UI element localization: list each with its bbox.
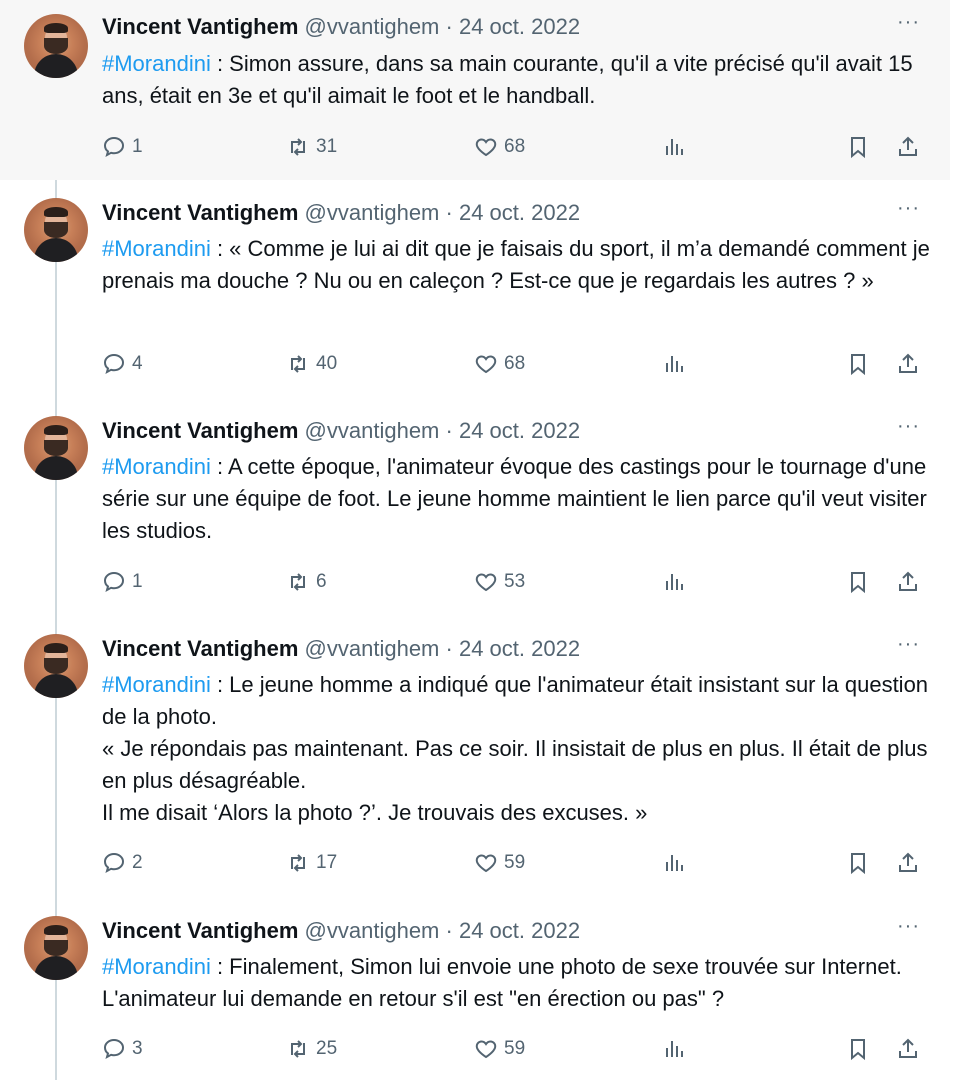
tweet-date[interactable]: 24 oct. 2022 bbox=[458, 418, 581, 443]
retweet-button[interactable] bbox=[286, 347, 337, 381]
like-count: 53 bbox=[504, 571, 526, 592]
retweet-icon bbox=[286, 135, 310, 159]
bookmark-button[interactable] bbox=[846, 347, 870, 381]
heart-icon bbox=[474, 570, 498, 594]
retweet-button[interactable] bbox=[286, 1032, 337, 1066]
like-count: 59 bbox=[504, 852, 526, 873]
bookmark-icon bbox=[846, 352, 870, 376]
share-icon bbox=[896, 352, 920, 376]
tweet-paragraph bbox=[102, 48, 932, 112]
retweet-button[interactable] bbox=[286, 565, 327, 599]
share-button[interactable] bbox=[896, 130, 920, 164]
tweet[interactable] bbox=[0, 906, 950, 1080]
author-name[interactable]: Vincent Vantighem bbox=[102, 918, 299, 943]
tweet-paragraph bbox=[102, 233, 932, 297]
reply-button[interactable] bbox=[102, 1032, 143, 1066]
reply-icon bbox=[102, 352, 126, 376]
like-count: 68 bbox=[504, 136, 526, 157]
share-icon bbox=[896, 851, 920, 875]
retweet-count: 31 bbox=[316, 136, 338, 157]
author-name[interactable]: Vincent Vantighem bbox=[102, 200, 299, 225]
retweet-count: 17 bbox=[316, 852, 338, 873]
tweet-date[interactable]: 24 oct. 2022 bbox=[458, 200, 581, 225]
author-name[interactable]: Vincent Vantighem bbox=[102, 636, 299, 661]
tweet-text bbox=[102, 233, 932, 297]
retweet-count: 25 bbox=[316, 1038, 338, 1059]
reply-icon bbox=[102, 1037, 126, 1061]
retweet-button[interactable] bbox=[286, 130, 337, 164]
separator: · bbox=[445, 636, 453, 661]
author-handle[interactable]: @vvantighem bbox=[304, 418, 440, 443]
author-handle[interactable]: @vvantighem bbox=[304, 14, 440, 39]
author-handle[interactable]: @vvantighem bbox=[304, 200, 440, 225]
tweet-date[interactable]: 24 oct. 2022 bbox=[458, 14, 581, 39]
tweet-actions bbox=[102, 347, 950, 381]
share-icon bbox=[896, 570, 920, 594]
views-button[interactable] bbox=[662, 347, 686, 381]
share-icon bbox=[896, 1037, 920, 1061]
tweet-line: : Finalement, Simon lui envoie une photo de sexe trouvée sur Internet. L'animateur lui demande en retour s'il est "en érection ou pas" ? bbox=[102, 954, 902, 1011]
views-icon bbox=[662, 1037, 686, 1061]
tweet-paragraph bbox=[102, 669, 932, 733]
bookmark-icon bbox=[846, 570, 870, 594]
like-button[interactable] bbox=[474, 130, 525, 164]
tweet-actions bbox=[102, 1032, 950, 1066]
views-button[interactable] bbox=[662, 846, 686, 880]
more-icon[interactable]: ··· bbox=[897, 915, 920, 937]
reply-button[interactable] bbox=[102, 565, 143, 599]
reply-count: 2 bbox=[132, 852, 143, 873]
retweet-icon bbox=[286, 851, 310, 875]
avatar[interactable] bbox=[24, 634, 88, 698]
avatar[interactable] bbox=[24, 14, 88, 78]
separator: · bbox=[445, 200, 453, 225]
hashtag-link[interactable]: #Morandini bbox=[102, 236, 211, 261]
bookmark-icon bbox=[846, 1037, 870, 1061]
tweet-paragraph bbox=[102, 451, 932, 547]
tweet-text bbox=[102, 451, 932, 547]
like-button[interactable] bbox=[474, 1032, 525, 1066]
tweet-actions bbox=[102, 846, 950, 880]
share-button[interactable] bbox=[896, 1032, 920, 1066]
separator: · bbox=[445, 14, 453, 39]
like-count: 59 bbox=[504, 1038, 526, 1059]
heart-icon bbox=[474, 352, 498, 376]
tweet-line: : Le jeune homme a indiqué que l'animateur était insistant sur la question de la photo. bbox=[102, 672, 929, 729]
reply-count: 1 bbox=[132, 571, 143, 592]
bookmark-icon bbox=[846, 851, 870, 875]
tweet-paragraph bbox=[102, 951, 932, 1015]
hashtag-link[interactable]: #Morandini bbox=[102, 954, 211, 979]
tweet-text bbox=[102, 951, 932, 1015]
separator: · bbox=[445, 418, 453, 443]
tweet-actions bbox=[102, 130, 950, 164]
tweet[interactable] bbox=[0, 624, 950, 900]
share-button[interactable] bbox=[896, 347, 920, 381]
tweet-line: : Simon assure, dans sa main courante, qu'il a vite précisé qu'il avait 15 ans, était en 3e et qu'il aimait le foot et le handball. bbox=[102, 51, 913, 108]
tweet-text bbox=[102, 48, 932, 112]
reply-icon bbox=[102, 570, 126, 594]
retweet-icon bbox=[286, 352, 310, 376]
author-name[interactable]: Vincent Vantighem bbox=[102, 418, 299, 443]
share-button[interactable] bbox=[896, 565, 920, 599]
more-icon[interactable]: ··· bbox=[897, 11, 920, 33]
share-button[interactable] bbox=[896, 846, 920, 880]
share-icon bbox=[896, 135, 920, 159]
separator: · bbox=[445, 918, 453, 943]
author-name[interactable]: Vincent Vantighem bbox=[102, 14, 299, 39]
avatar[interactable] bbox=[24, 916, 88, 980]
bookmark-button[interactable] bbox=[846, 565, 870, 599]
retweet-button[interactable] bbox=[286, 846, 337, 880]
views-icon bbox=[662, 135, 686, 159]
views-button[interactable] bbox=[662, 130, 686, 164]
views-icon bbox=[662, 570, 686, 594]
views-button[interactable] bbox=[662, 565, 686, 599]
retweet-count: 40 bbox=[316, 353, 338, 374]
reply-count: 4 bbox=[132, 353, 143, 374]
bookmark-icon bbox=[846, 135, 870, 159]
tweet-text bbox=[102, 669, 932, 829]
reply-count: 3 bbox=[132, 1038, 143, 1059]
retweet-icon bbox=[286, 1037, 310, 1061]
like-button[interactable] bbox=[474, 565, 525, 599]
tweet-line: « Je répondais pas maintenant. Pas ce soir. Il insistait de plus en plus. Il était de plus en plus désagréable. bbox=[102, 736, 928, 793]
tweet-header bbox=[102, 416, 950, 446]
more-icon[interactable]: ··· bbox=[897, 415, 920, 437]
tweet-header bbox=[102, 916, 950, 946]
avatar[interactable] bbox=[24, 416, 88, 480]
reply-icon bbox=[102, 135, 126, 159]
more-icon[interactable]: ··· bbox=[897, 197, 920, 219]
bookmark-button[interactable] bbox=[846, 130, 870, 164]
tweet-date[interactable]: 24 oct. 2022 bbox=[458, 636, 581, 661]
heart-icon bbox=[474, 851, 498, 875]
hashtag-link[interactable]: #Morandini bbox=[102, 672, 211, 697]
tweet[interactable] bbox=[0, 406, 950, 618]
retweet-count: 6 bbox=[316, 571, 327, 592]
reply-button[interactable] bbox=[102, 130, 143, 164]
tweet-header bbox=[102, 12, 950, 42]
heart-icon bbox=[474, 135, 498, 159]
heart-icon bbox=[474, 1037, 498, 1061]
like-count: 68 bbox=[504, 353, 526, 374]
bookmark-button[interactable] bbox=[846, 846, 870, 880]
reply-button[interactable] bbox=[102, 846, 143, 880]
avatar[interactable] bbox=[24, 198, 88, 262]
tweet-line: Il me disait ‘Alors la photo ?’. Je trouvais des excuses. » bbox=[102, 800, 648, 825]
like-button[interactable] bbox=[474, 846, 525, 880]
reply-icon bbox=[102, 851, 126, 875]
author-handle[interactable]: @vvantighem bbox=[304, 918, 440, 943]
tweet[interactable] bbox=[0, 188, 950, 400]
views-icon bbox=[662, 352, 686, 376]
views-button[interactable] bbox=[662, 1032, 686, 1066]
reply-button[interactable] bbox=[102, 347, 143, 381]
like-button[interactable] bbox=[474, 347, 525, 381]
bookmark-button[interactable] bbox=[846, 1032, 870, 1066]
tweet-header bbox=[102, 198, 950, 228]
retweet-icon bbox=[286, 570, 310, 594]
hashtag-link[interactable]: #Morandini bbox=[102, 51, 211, 76]
views-icon bbox=[662, 851, 686, 875]
tweet-header bbox=[102, 634, 950, 664]
tweet-actions bbox=[102, 565, 950, 599]
tweet-line: : « Comme je lui ai dit que je faisais du sport, il m’a demandé comment je prenais ma douche ? Nu ou en caleçon ? Est-ce que je regardais les autres ? » bbox=[102, 236, 930, 293]
author-handle[interactable]: @vvantighem bbox=[304, 636, 440, 661]
more-icon[interactable]: ··· bbox=[897, 633, 920, 655]
hashtag-link[interactable]: #Morandini bbox=[102, 454, 211, 479]
tweet-date[interactable]: 24 oct. 2022 bbox=[458, 918, 581, 943]
tweet-line: : A cette époque, l'animateur évoque des castings pour le tournage d'une série sur une équipe de foot. Le jeune homme maintient le lien parce qu'il veut visiter les studios. bbox=[102, 454, 927, 543]
tweet[interactable] bbox=[0, 0, 950, 180]
reply-count: 1 bbox=[132, 136, 143, 157]
